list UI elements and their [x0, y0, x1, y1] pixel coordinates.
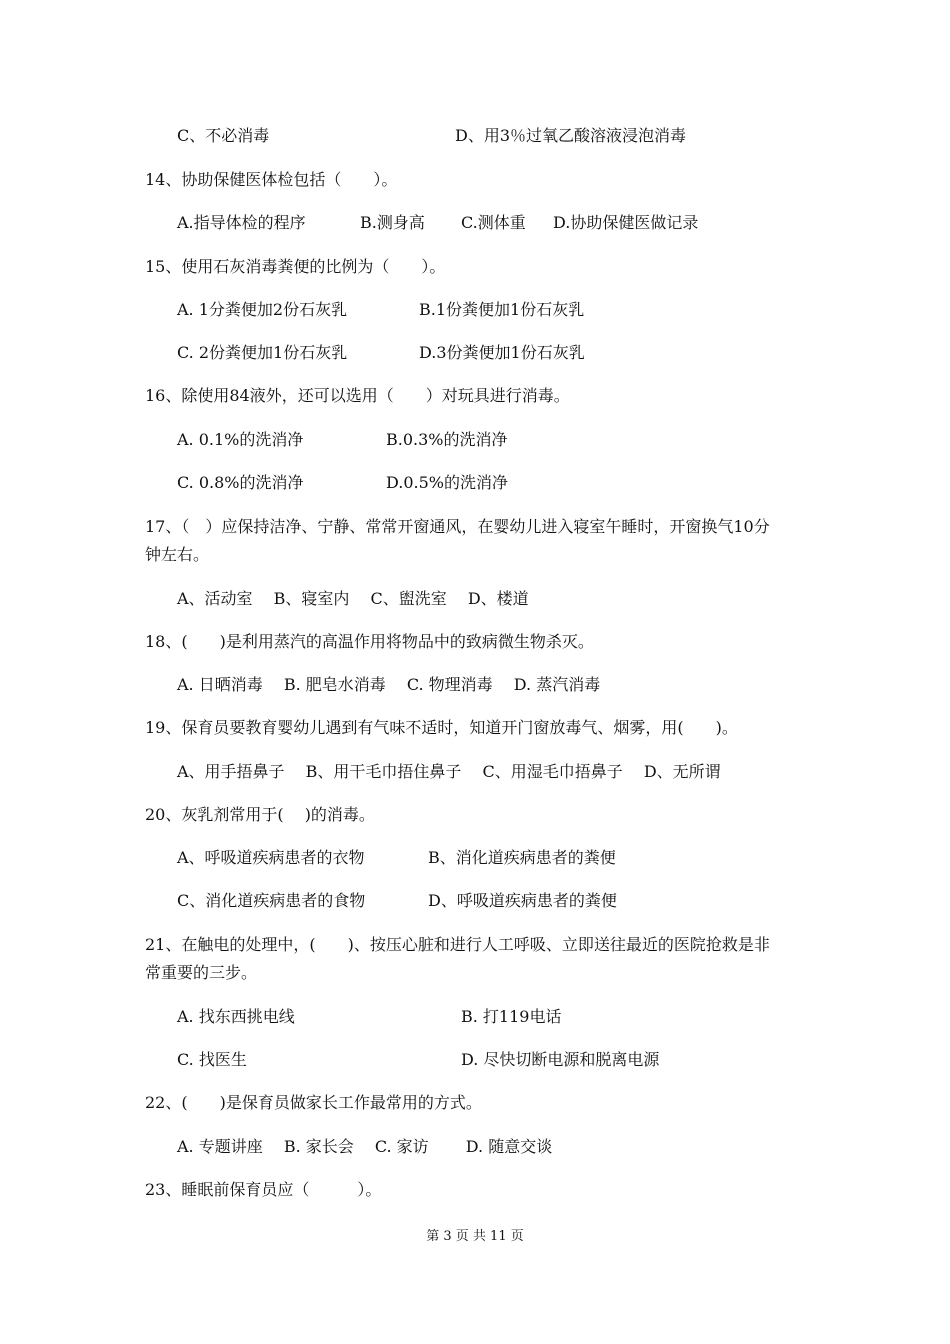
question-22: 22、( )是保育员做家长工作最常用的方式。 — [145, 1093, 482, 1112]
option-21-c: C. 找医生 — [177, 1050, 247, 1069]
option-14-a: A.指导体检的程序 — [177, 213, 306, 232]
question-15: 15、使用石灰消毒粪便的比例为（ ）。 — [145, 257, 446, 276]
question-16: 16、除使用84液外，还可以选用（ ）对玩具进行消毒。 — [145, 386, 570, 405]
question-19: 19、保育员要教育婴幼儿遇到有气味不适时，知道开门窗放毒气、烟雾，用( )。 — [145, 718, 738, 737]
option-14-d: D.协助保健医做记录 — [553, 213, 699, 232]
question-23: 23、睡眠前保育员应（ ）。 — [145, 1180, 382, 1199]
option-20-b: B、消化道疾病患者的粪便 — [428, 848, 616, 867]
question-21-line-1: 21、在触电的处理中，( )、按压心脏和进行人工呼吸、立即送往最近的医院抢救是非 — [145, 935, 770, 954]
options-19: A、用手捂鼻子 B、用干毛巾捂住鼻子 C、用湿毛巾捂鼻子 D、无所谓 — [177, 762, 721, 781]
question-20: 20、灰乳剂常用于( )的消毒。 — [145, 805, 375, 824]
option-16-c: C. 0.8%的洗消净 — [177, 473, 304, 492]
option-13-c: C、不必消毒 — [177, 126, 270, 145]
option-15-a: A. 1分粪便加2份石灰乳 — [177, 300, 348, 319]
question-14: 14、协助保健医体检包括（ ）。 — [145, 170, 398, 189]
question-18: 18、( )是利用蒸汽的高温作用将物品中的致病微生物杀灭。 — [145, 632, 594, 651]
option-13-d: D、用3％过氧乙酸溶液浸泡消毒 — [455, 126, 687, 145]
option-16-a: A. 0.1%的洗消净 — [177, 430, 304, 449]
option-15-c: C. 2份粪便加1份石灰乳 — [177, 343, 348, 362]
option-20-c: C、消化道疾病患者的食物 — [177, 891, 366, 910]
page-footer: 第 3 页 共 11 页 — [426, 1229, 524, 1244]
option-21-d: D. 尽快切断电源和脱离电源 — [461, 1050, 660, 1069]
options-18: A. 日晒消毒 B. 肥皂水消毒 C. 物理消毒 D. 蒸汽消毒 — [177, 675, 601, 694]
option-15-d: D.3份粪便加1份石灰乳 — [419, 343, 585, 362]
option-21-a: A. 找东西挑电线 — [177, 1007, 295, 1026]
option-20-a: A、呼吸道疾病患者的衣物 — [177, 848, 365, 867]
option-16-b: B.0.3%的洗消净 — [386, 430, 508, 449]
option-15-b: B.1份粪便加1份石灰乳 — [419, 300, 585, 319]
option-16-d: D.0.5%的洗消净 — [386, 473, 508, 492]
option-20-d: D、呼吸道疾病患者的粪便 — [428, 891, 617, 910]
option-21-b: B. 打119电话 — [461, 1007, 562, 1026]
option-14-c: C.测体重 — [461, 213, 526, 232]
options-17: A、活动室 B、寝室内 C、盥洗室 D、楼道 — [177, 589, 529, 608]
question-17-line-1: 17、（ ）应保持洁净、宁静、常常开窗通风，在婴幼儿进入寝室午睡时，开窗换气10分 — [145, 517, 770, 536]
question-21-line-2: 常重要的三步。 — [145, 963, 258, 982]
option-14-b: B.测身高 — [360, 213, 425, 232]
options-22: A. 专题讲座 B. 家长会 C. 家访 D. 随意交谈 — [177, 1137, 553, 1156]
question-17-line-2: 钟左右。 — [145, 545, 210, 564]
